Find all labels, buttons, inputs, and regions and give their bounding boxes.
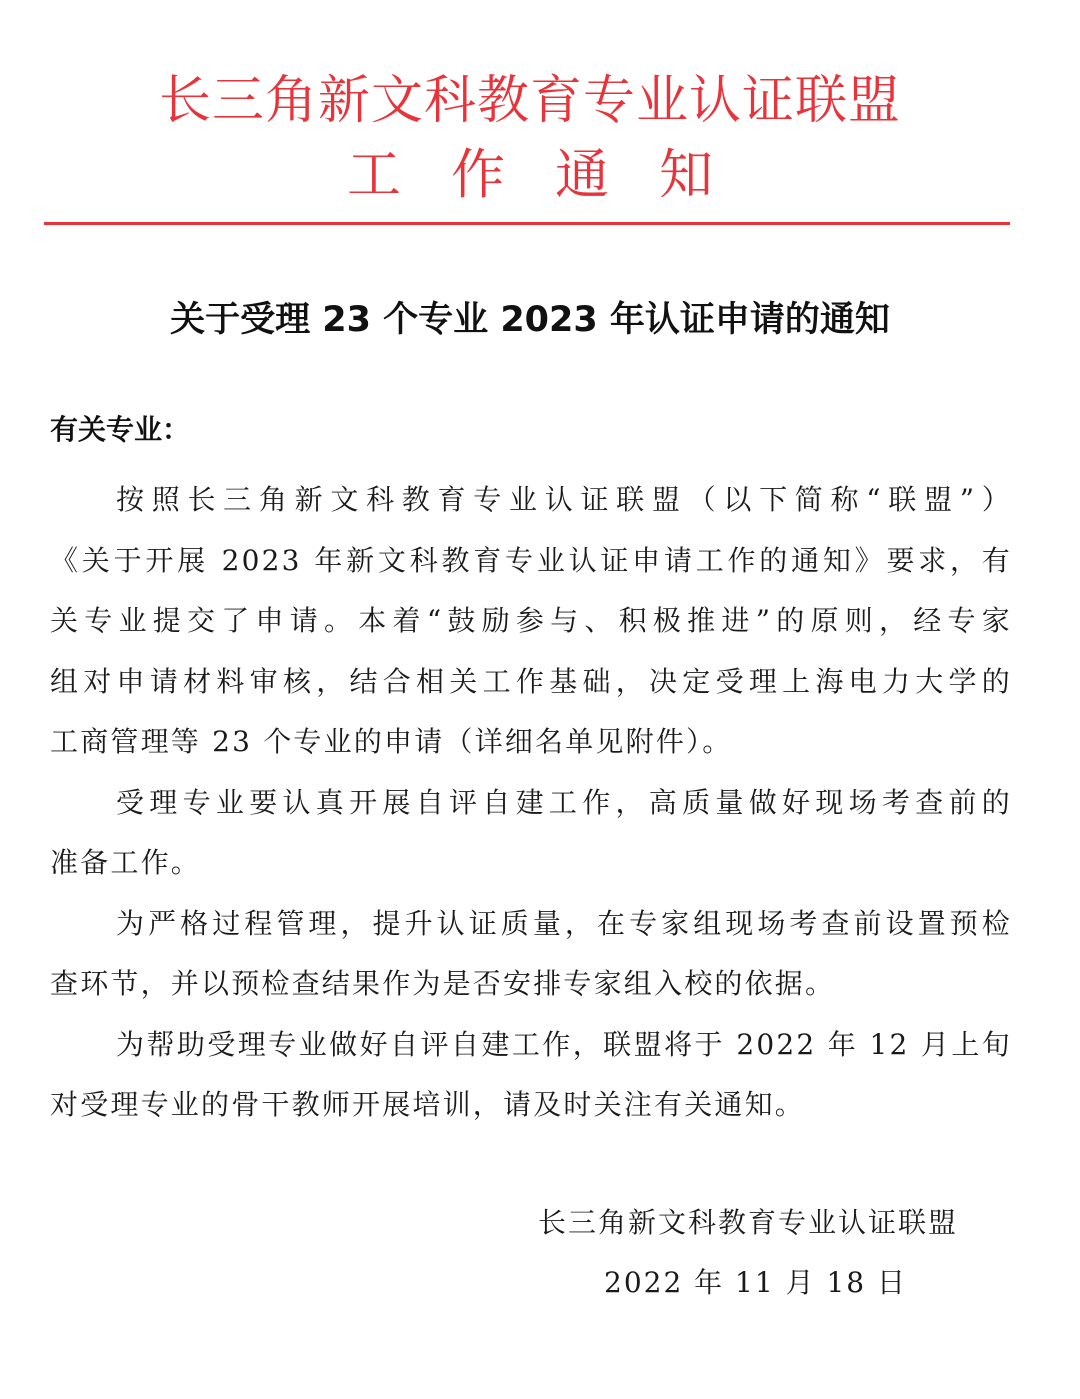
body-line: 为帮助受理专业做好自评自建工作，联盟将于 2022 年 12 月上旬: [116, 1027, 1012, 1061]
signature-date: 2022 年 11 月 18 日: [604, 1266, 908, 1299]
notice-body: [50, 470, 1012, 1136]
notice-title: 关于受理 23 个专业 2023 年认证申请的通知: [170, 300, 890, 340]
body-line: 《关于开展 2023 年新文科教育专业认证申请工作的通知》要求，有: [50, 543, 1012, 577]
body-line: 按照长三角新文科教育专业认证联盟（以下简称“联盟”）: [116, 483, 1012, 516]
salutation: 有关专业：: [50, 413, 191, 446]
letterhead-org-name: 长三角新文科教育专业认证联盟: [158, 71, 901, 131]
body-line: 工商管理等 23 个专业的申请（详细名单见附件）。: [50, 725, 733, 758]
body-line: 准备工作。: [50, 846, 202, 879]
body-line: 为严格过程管理，提升认证质量，在专家组现场考查前设置预检: [116, 906, 1012, 940]
body-line: 受理专业要认真开展自评自建工作，高质量做好现场考查前的: [116, 785, 1012, 819]
body-line: 关专业提交了申请。本着“鼓励参与、积极推进”的原则，经专家: [50, 604, 1012, 637]
body-line: 查环节，并以预检查结果作为是否安排专家组入校的依据。: [50, 967, 836, 1000]
letterhead-divider: [44, 222, 1010, 225]
body-line: 对受理专业的骨干教师开展培训，请及时关注有关通知。: [50, 1088, 806, 1121]
body-line: 组对申请材料审核，结合相关工作基础，决定受理上海电力大学的: [50, 664, 1012, 698]
letterhead-doc-type: 工作通知: [347, 143, 763, 206]
signature-org: 长三角新文科教育专业认证联盟: [538, 1206, 959, 1239]
